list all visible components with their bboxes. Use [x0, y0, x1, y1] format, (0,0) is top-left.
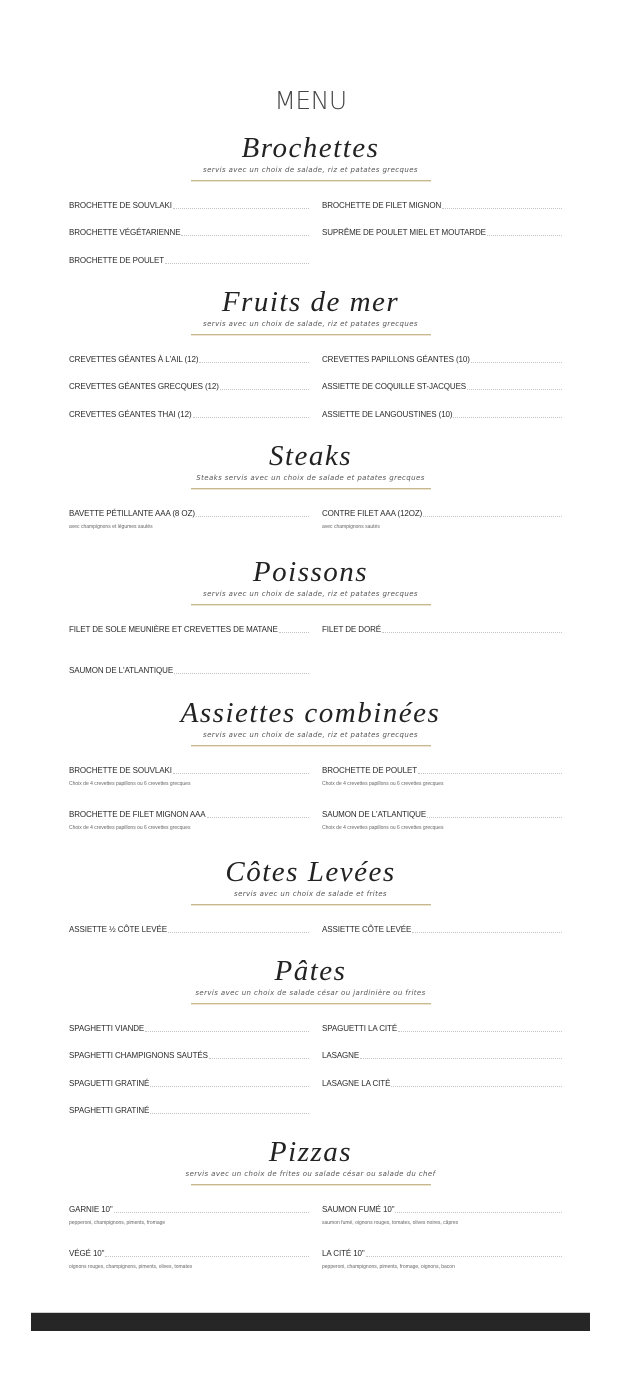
dot-leader	[181, 235, 309, 236]
item-name: ASSIETTE DE LANGOUSTINES (10)	[322, 410, 453, 419]
dot-leader	[105, 1256, 309, 1257]
section-divider	[191, 1184, 431, 1185]
section-assiettes-combinees	[0, 697, 621, 831]
section-title: Pâtes	[274, 955, 347, 987]
dot-leader	[418, 773, 562, 774]
item-description: saumon fumé, oignons rouges, tomates, olives noires, câpres	[322, 1220, 459, 1226]
page-title: MENU	[274, 86, 347, 115]
dot-leader	[196, 516, 309, 517]
menu-item	[69, 408, 309, 422]
item-name: GARNIE 10"	[69, 1205, 113, 1214]
item-description: Choix de 4 crevettes papillons ou 6 crevettes grecques	[69, 825, 191, 831]
item-description: Choix de 4 crevettes papillons ou 6 crevettes grecques	[69, 781, 191, 787]
dot-leader	[209, 1058, 309, 1059]
dot-leader	[398, 1031, 562, 1032]
item-description: Choix de 4 crevettes papillons ou 6 crevettes grecques	[322, 825, 444, 831]
menu-item	[69, 507, 309, 532]
dot-leader	[145, 1031, 309, 1032]
dot-leader	[114, 1212, 309, 1213]
item-description: pepperoni, champignons, piments, fromage, oignons, bacon	[322, 1264, 455, 1270]
item-description: Choix de 4 crevettes papillons ou 6 crevettes grecques	[322, 781, 444, 787]
dot-leader	[382, 632, 562, 633]
item-description: pepperoni, champignons, piments, fromage	[69, 1220, 166, 1226]
section-divider	[191, 904, 431, 905]
menu-item	[69, 380, 309, 394]
item-name: BROCHETTE DE FILET MIGNON	[322, 201, 442, 210]
menu-item	[322, 623, 562, 637]
section-title: Pizzas	[268, 1136, 353, 1168]
dot-leader	[442, 208, 562, 209]
section-divider	[191, 745, 431, 746]
section-title: Assiettes combinées	[180, 697, 441, 729]
dot-leader	[193, 417, 309, 418]
section-title: Steaks	[268, 440, 353, 472]
item-name: LASAGNE LA CITÉ	[322, 1079, 391, 1088]
section-divider	[191, 604, 431, 605]
menu-item	[69, 1104, 309, 1118]
section-subtitle: Steaks servis avec un choix de salade et patates grecques	[196, 474, 425, 482]
item-name: CREVETTES GÉANTES THAI (12)	[69, 410, 192, 419]
menu-item	[322, 380, 562, 394]
menu-item	[322, 1049, 562, 1063]
item-name: SPAGUETTI LA CITÉ	[322, 1024, 398, 1033]
menu-item	[69, 623, 309, 637]
dot-leader	[150, 1086, 309, 1087]
dot-leader	[391, 1086, 562, 1087]
dot-leader	[360, 1058, 562, 1059]
item-name: FILET DE SOLE MEUNIÈRE ET CREVETTES DE MATANE	[69, 625, 278, 634]
menu-item	[322, 1022, 562, 1036]
menu-item	[69, 1022, 309, 1036]
dot-leader	[427, 817, 562, 818]
dot-leader	[467, 389, 562, 390]
section-subtitle: servis avec un choix de salade, riz et patates grecques	[203, 731, 418, 739]
item-name: ASSIETTE ½ CÔTE LEVÉE	[69, 925, 167, 934]
menu-item	[322, 507, 562, 532]
section-divider	[191, 180, 431, 181]
section-divider	[191, 488, 431, 489]
menu-item	[322, 923, 562, 937]
menu-item	[322, 1077, 562, 1091]
menu-item	[322, 353, 562, 367]
section-title: Fruits de mer	[221, 286, 400, 318]
item-name: BROCHETTE VÉGÉTARIENNE	[69, 228, 181, 237]
menu-item	[69, 1049, 309, 1063]
menu-item	[69, 226, 309, 240]
item-name: BROCHETTE DE POULET	[69, 256, 165, 265]
item-name: ASSIETTE DE COQUILLE ST-JACQUES	[322, 382, 467, 391]
dot-leader	[174, 673, 309, 674]
dot-leader	[279, 632, 309, 633]
menu-item	[322, 408, 562, 422]
dot-leader	[453, 417, 562, 418]
item-description: avec champignons sautés	[322, 524, 380, 530]
section-brochettes	[0, 132, 621, 265]
menu-item	[69, 923, 309, 937]
dot-leader	[150, 1113, 309, 1114]
item-name: BROCHETTE DE SOUVLAKI	[69, 766, 172, 775]
section-title: Brochettes	[241, 132, 380, 164]
menu-item	[322, 226, 562, 240]
item-name: BAVETTE PÉTILLANTE AAA (8 OZ)	[69, 509, 195, 518]
dot-leader	[471, 362, 562, 363]
section-poissons	[0, 556, 621, 675]
dot-leader	[220, 389, 309, 390]
item-name: CREVETTES GÉANTES GRECQUES (12)	[69, 382, 219, 391]
item-name: BROCHETTE DE FILET MIGNON AAA	[69, 810, 206, 819]
item-name: LA CITÉ 10"	[322, 1249, 365, 1258]
menu-item	[69, 808, 309, 833]
menu-item	[69, 1247, 309, 1272]
dot-leader	[173, 208, 309, 209]
section-cotes-levees	[0, 856, 621, 934]
dot-leader	[487, 235, 562, 236]
item-name: CREVETTES GÉANTES À L'AIL (12)	[69, 355, 199, 364]
item-name: SPAGHETTI GRATINÉ	[69, 1106, 150, 1115]
section-divider	[191, 334, 431, 335]
item-name: CONTRE FILET AAA (12OZ)	[322, 509, 423, 518]
dot-leader	[173, 773, 309, 774]
item-name: SPAGHETTI VIANDE	[69, 1024, 145, 1033]
section-subtitle: servis avec un choix de salade et frites	[234, 890, 387, 898]
item-name: SAUMON FUMÉ 10"	[322, 1205, 395, 1214]
menu-item	[69, 1077, 309, 1091]
item-name: BROCHETTE DE POULET	[322, 766, 418, 775]
menu-item	[69, 1203, 309, 1228]
menu-item	[69, 764, 309, 789]
section-title: Poissons	[252, 556, 369, 588]
menu-item	[69, 199, 309, 213]
dot-leader	[366, 1256, 562, 1257]
menu-item	[322, 1247, 562, 1272]
item-name: LASAGNE	[322, 1051, 360, 1060]
menu-item	[69, 353, 309, 367]
item-name: SAUMON DE L'ATLANTIQUE	[69, 666, 174, 675]
section-subtitle: servis avec un choix de salade, riz et patates grecques	[203, 590, 418, 598]
menu-item	[322, 1203, 562, 1228]
item-name: SAUMON DE L'ATLANTIQUE	[322, 810, 427, 819]
menu-item	[69, 254, 309, 268]
item-name: ASSIETTE CÔTE LEVÉE	[322, 925, 412, 934]
item-name: SUPRÊME DE POULET MIEL ET MOUTARDE	[322, 228, 486, 237]
footer-bar	[31, 1312, 590, 1331]
menu-item	[69, 664, 309, 678]
section-divider	[191, 1003, 431, 1004]
section-fruits-de-mer	[0, 286, 621, 419]
dot-leader	[207, 817, 309, 818]
dot-leader	[423, 516, 562, 517]
menu-item	[322, 808, 562, 833]
item-name: SPAGUETTI GRATINÉ	[69, 1079, 150, 1088]
item-description: oignons rouges, champignons, piments, olives, tomates	[69, 1264, 193, 1270]
item-name: SPAGHETTI CHAMPIGNONS SAUTÉS	[69, 1051, 208, 1060]
section-subtitle: servis avec un choix de salade césar ou jardinière ou frites	[195, 989, 426, 997]
section-subtitle: servis avec un choix de frites ou salade césar ou salade du chef	[185, 1170, 436, 1178]
item-name: VÉGÉ 10"	[69, 1249, 105, 1258]
section-pates	[0, 955, 621, 1115]
section-title: Côtes Levées	[225, 856, 396, 888]
dot-leader	[165, 263, 309, 264]
item-description: avec champignons et légumes sautés	[69, 524, 153, 530]
menu-item	[322, 199, 562, 213]
dot-leader	[199, 362, 309, 363]
dot-leader	[395, 1212, 562, 1213]
section-steaks	[0, 440, 621, 530]
dot-leader	[168, 932, 309, 933]
item-name: BROCHETTE DE SOUVLAKI	[69, 201, 172, 210]
section-pizzas	[0, 1136, 621, 1270]
item-name: CREVETTES PAPILLONS GÉANTES (10)	[322, 355, 470, 364]
menu-item	[322, 764, 562, 789]
dot-leader	[412, 932, 562, 933]
section-subtitle: servis avec un choix de salade, riz et patates grecques	[203, 320, 418, 328]
section-subtitle: servis avec un choix de salade, riz et patates grecques	[203, 166, 418, 174]
item-name: FILET DE DORÉ	[322, 625, 382, 634]
